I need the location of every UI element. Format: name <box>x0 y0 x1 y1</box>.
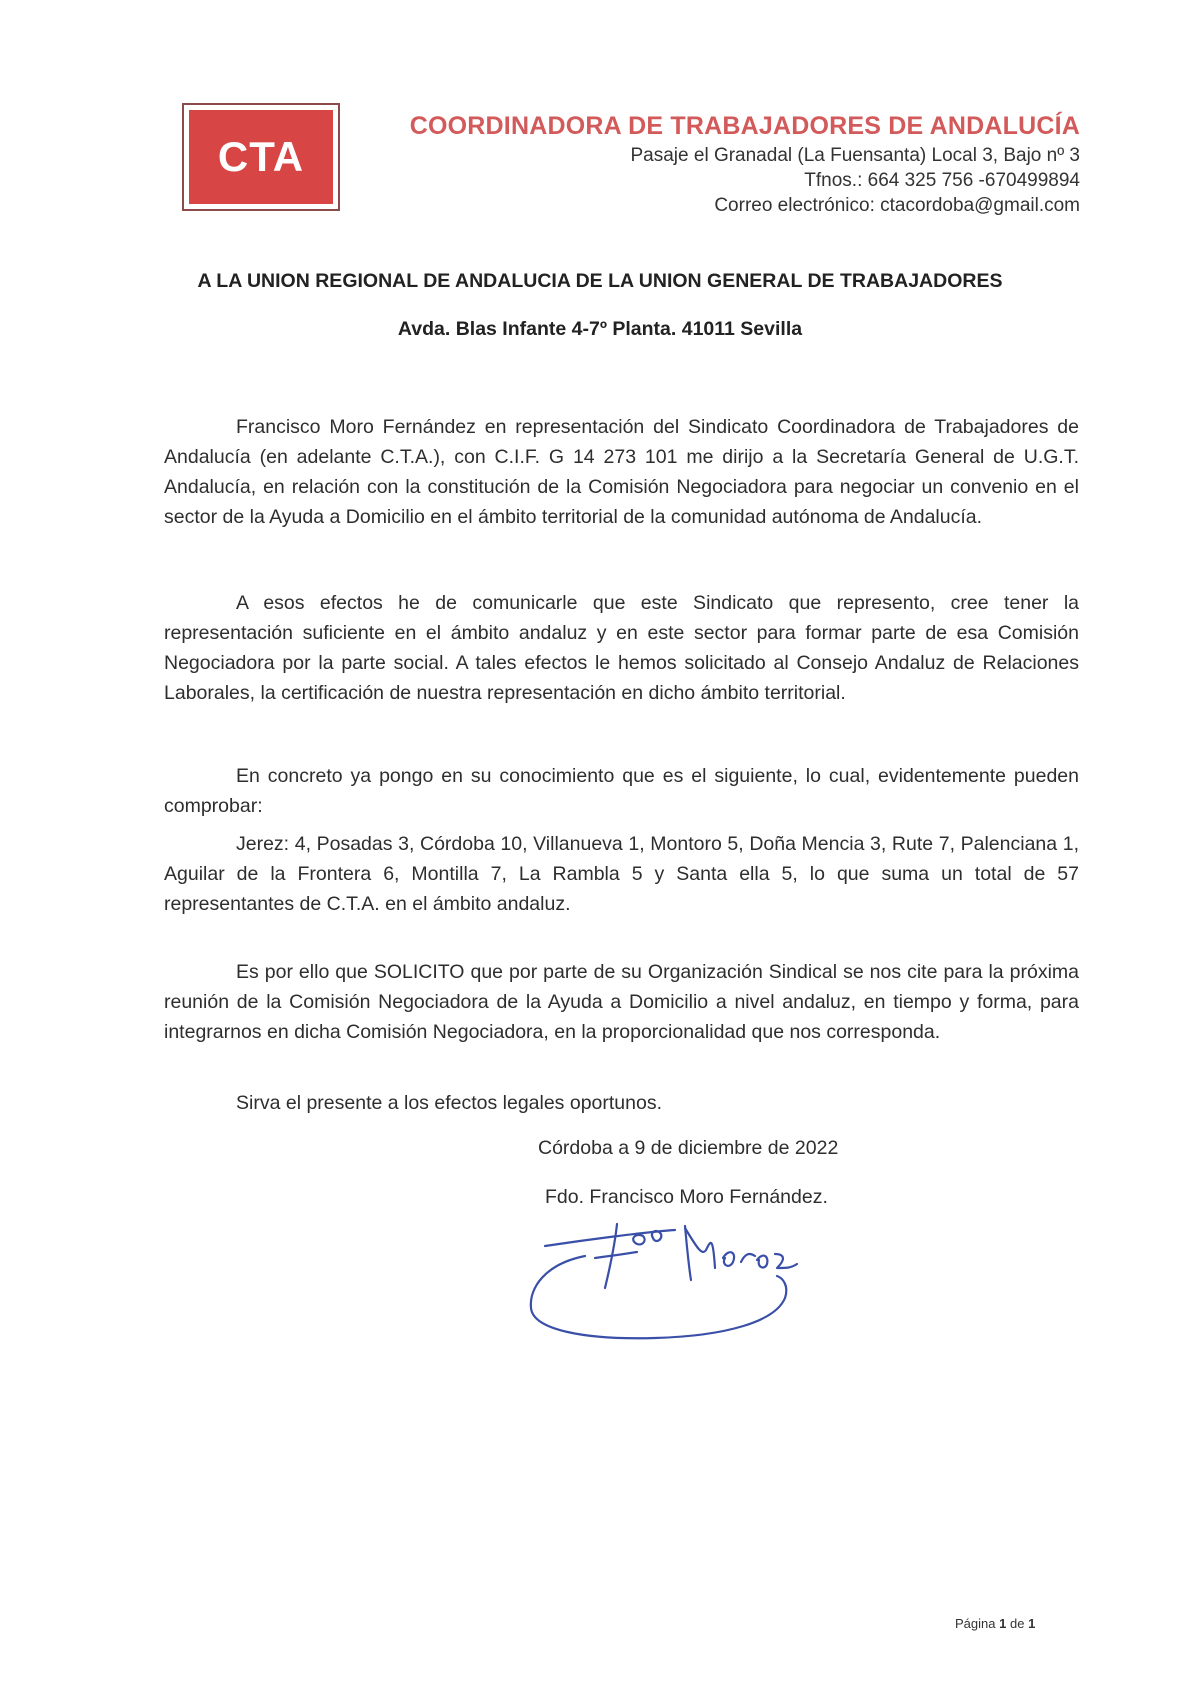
body-paragraph-1: Francisco Moro Fernández en representación del Sindicato Coordinadora de Trabajadores de Andalucía (en adelante C.T.A.), con C.I.F. G 14 273 101 me dirijo a la Secretaría General de U.G.T. Andalucía, en relación con la constitución de la Comisión Negociadora para negociar un convenio en el sector de la Ayuda a Domicilio en el ámbito territorial de la comunidad autónoma de Andalucía. <box>164 416 1079 528</box>
organization-address: Pasaje el Granadal (La Fuensanta) Local 3, Bajo nº 3 <box>630 145 1080 166</box>
signature-text: Fco Moro <box>525 1205 593 1222</box>
signed-by: Fdo. Francisco Moro Fernández. <box>545 1186 828 1208</box>
organization-phones: Tfnos.: 664 325 756 -670499894 <box>804 170 1080 191</box>
body-paragraph-4: Jerez: 4, Posadas 3, Córdoba 10, Villanueva 1, Montoro 5, Doña Mencia 3, Rute 7, Palenciana 1, Aguilar de la Frontera 6, Montilla 7, La Rambla 5 y Santa ella 5, lo que suma un total de 57 representantes de C.T.A. en el ámbito andaluz. <box>164 833 1079 915</box>
cta-logo-text: CTA <box>217 133 305 180</box>
organization-email: Correo electrónico: ctacordoba@gmail.com <box>714 195 1080 216</box>
recipient-line-1: A LA UNION REGIONAL DE ANDALUCIA DE LA UNION GENERAL DE TRABAJADORES <box>197 270 1003 292</box>
organization-name: COORDINADORA DE TRABAJADORES DE ANDALUCÍA <box>409 112 1080 140</box>
body-paragraph-2: A esos efectos he de comunicarle que este Sindicato que represento, cree tener la representación suficiente en el ámbito andaluz y en este sector para formar parte de esa Comisión Negociadora por la parte social. A tales efectos le hemos solicitado al Consejo Andaluz de Relaciones Laborales, la certificación de nuestra representación en dicho ámbito territorial. <box>164 592 1079 704</box>
cta-logo-badge <box>189 110 333 204</box>
body-paragraph-6: Sirva el presente a los efectos legales oportunos. <box>236 1092 663 1114</box>
body-paragraph-5: Es por ello que SOLICITO que por parte de su Organización Sindical se nos cite para la próxima reunión de la Comisión Negociadora de la Ayuda a Domicilio a nivel andaluz, en tiempo y forma, para integrarnos en dicha Comisión Negociadora, en la proporcionalidad que nos corresponda. <box>164 961 1079 1043</box>
handwritten-signature <box>525 1205 825 1348</box>
page-current: 1 <box>999 1616 1007 1631</box>
page-label: Página <box>955 1616 996 1631</box>
recipient-line-2: Avda. Blas Infante 4-7º Planta. 41011 Sevilla <box>397 318 803 340</box>
cta-logo <box>182 103 340 211</box>
page-number <box>955 1616 1035 1631</box>
body-paragraph-3: En concreto ya pongo en su conocimiento que es el siguiente, lo cual, evidentemente pueden comprobar: <box>164 765 1079 817</box>
page-total: 1 <box>1028 1616 1036 1631</box>
page-of-label: de <box>1009 1616 1025 1631</box>
letter-date: Córdoba a 9 de diciembre de 2022 <box>538 1137 839 1159</box>
